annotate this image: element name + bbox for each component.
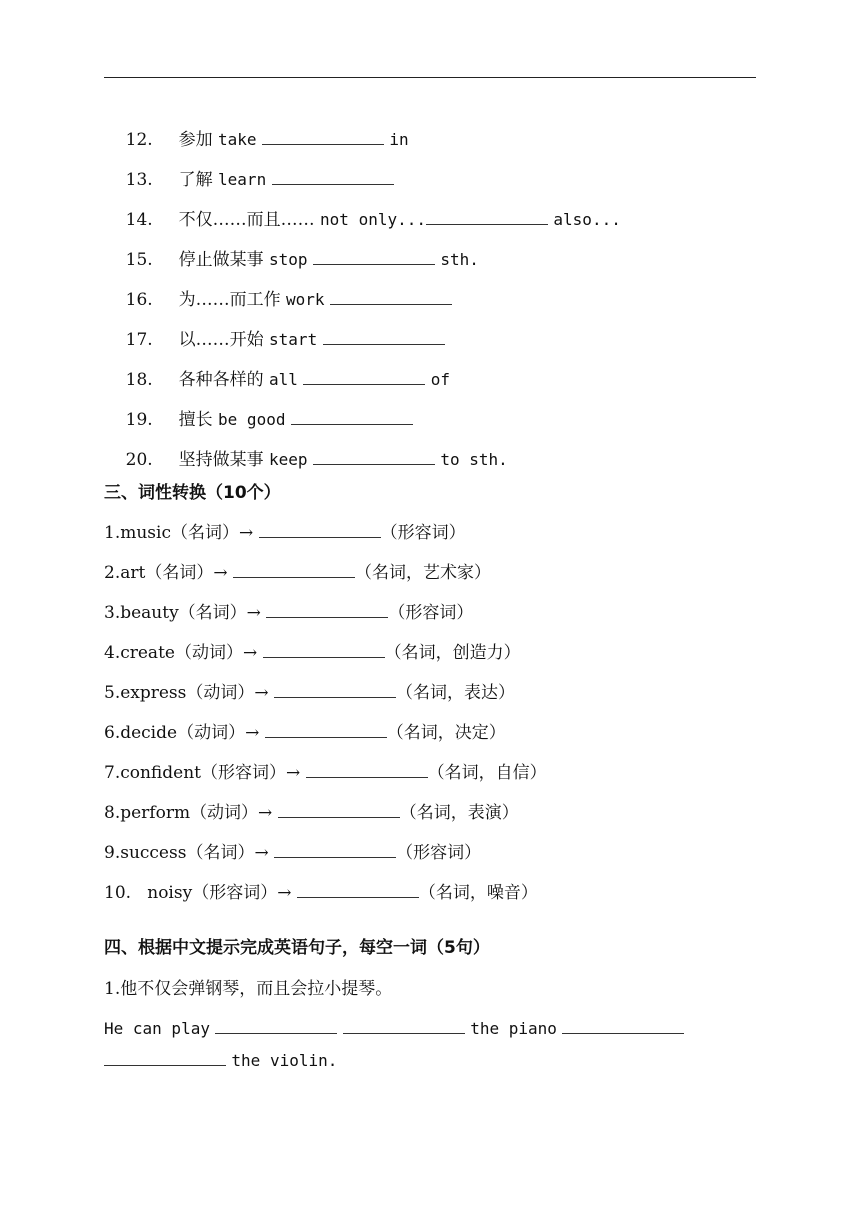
chinese-prompt: 坚持做某事 (178, 450, 264, 470)
conversion-prompt: 2.art（名词）→ (104, 563, 228, 583)
sentence-text: He can play (104, 1019, 210, 1038)
english-prefix: keep (269, 450, 308, 469)
answer-blank[interactable] (262, 130, 384, 145)
english-suffix: to sth. (440, 450, 508, 469)
answer-blank[interactable] (272, 170, 394, 185)
answer-blank[interactable] (426, 210, 548, 225)
item-number: 18. (125, 370, 153, 390)
conversion-item (104, 762, 547, 784)
conversion-item (104, 882, 538, 904)
chinese-prompt: 各种各样的 (178, 370, 264, 390)
answer-blank[interactable] (330, 290, 452, 305)
answer-blank[interactable] (323, 330, 445, 345)
item-number: 19. (125, 410, 153, 430)
english-prefix: start (269, 330, 318, 349)
question-1-sentence-line-1 (104, 1018, 684, 1040)
item-number: 14. (125, 210, 153, 230)
english-suffix: of (430, 370, 451, 389)
english-suffix: sth. (440, 250, 479, 269)
answer-blank[interactable] (313, 450, 435, 465)
conversion-hint: （名词，表达） (396, 683, 516, 703)
chinese-prompt: 参加 (178, 130, 213, 150)
header-rule (104, 77, 756, 78)
conversion-prompt: 3.beauty（名词）→ (104, 603, 261, 623)
english-prefix: all (269, 370, 298, 389)
conversion-item (104, 642, 521, 664)
conversion-hint: （名词，艺术家） (354, 563, 491, 583)
section-3-title: 三、词性转换（10个） (104, 483, 281, 503)
conversion-hint: （形容词） (388, 603, 474, 623)
conversion-item (104, 522, 466, 544)
conversion-hint: （形容词） (380, 523, 466, 543)
answer-blank[interactable] (259, 523, 381, 538)
item-number: 16. (125, 290, 153, 310)
answer-blank[interactable] (266, 603, 388, 618)
sentence-text: the violin. (231, 1051, 338, 1070)
conversion-item (104, 562, 491, 584)
answer-blank[interactable] (274, 843, 396, 858)
conversion-hint: （名词，决定） (386, 723, 506, 743)
english-suffix: in (389, 130, 409, 149)
answer-blank[interactable] (265, 723, 387, 738)
english-prefix: take (218, 130, 257, 149)
chinese-prompt: 停止做某事 (178, 250, 264, 270)
answer-blank[interactable] (343, 1019, 465, 1034)
conversion-prompt: 10. noisy（形容词）→ (104, 883, 292, 903)
english-prefix: learn (218, 170, 267, 189)
item-number: 17. (125, 330, 153, 350)
conversion-hint: （名词，自信） (427, 763, 547, 783)
conversion-item (104, 842, 481, 864)
answer-blank[interactable] (215, 1019, 337, 1034)
conversion-item (104, 802, 519, 824)
chinese-prompt: 不仅……而且…… (178, 210, 315, 230)
conversion-item (104, 722, 506, 744)
chinese-prompt: 为……而工作 (178, 290, 281, 310)
answer-blank[interactable] (303, 370, 425, 385)
answer-blank[interactable] (104, 1051, 226, 1066)
answer-blank[interactable] (274, 683, 396, 698)
english-prefix: stop (269, 250, 308, 269)
item-number: 15. (125, 250, 153, 270)
conversion-prompt: 8.perform（动词）→ (104, 803, 273, 823)
answer-blank[interactable] (306, 763, 428, 778)
answer-blank[interactable] (313, 250, 435, 265)
english-prefix: work (286, 290, 325, 309)
english-suffix: also... (553, 210, 621, 229)
answer-blank[interactable] (233, 563, 355, 578)
conversion-hint: （名词，表演） (399, 803, 519, 823)
item-number: 12. (125, 130, 153, 150)
conversion-hint: （形容词） (396, 843, 482, 863)
chinese-prompt: 以……开始 (178, 330, 264, 350)
answer-blank[interactable] (562, 1019, 684, 1034)
english-prefix: not only... (320, 210, 426, 229)
question-1-chinese: 1.他不仅会弹钢琴，而且会拉小提琴。 (104, 979, 393, 999)
answer-blank[interactable] (291, 410, 413, 425)
answer-blank[interactable] (263, 643, 385, 658)
item-number: 13. (125, 170, 153, 190)
answer-blank[interactable] (297, 883, 419, 898)
conversion-item (104, 682, 515, 704)
conversion-item (104, 602, 473, 624)
chinese-prompt: 了解 (178, 170, 213, 190)
sentence-text: the piano (470, 1019, 557, 1038)
item-number: 20. (125, 450, 153, 470)
conversion-prompt: 9.success（名词）→ (104, 843, 269, 863)
conversion-prompt: 6.decide（动词）→ (104, 723, 260, 743)
question-1-sentence-line-2 (104, 1050, 337, 1072)
conversion-hint: （名词，噪音） (418, 883, 538, 903)
chinese-prompt: 擅长 (178, 410, 213, 430)
conversion-prompt: 1.music（名词）→ (104, 523, 254, 543)
conversion-prompt: 4.create（动词）→ (104, 643, 258, 663)
conversion-hint: （名词，创造力） (384, 643, 521, 663)
answer-blank[interactable] (278, 803, 400, 818)
conversion-prompt: 5.express（动词）→ (104, 683, 269, 703)
conversion-prompt: 7.confident（形容词）→ (104, 763, 301, 783)
english-prefix: be good (218, 410, 286, 429)
section-4-title: 四、根据中文提示完成英语句子，每空一词（5句） (104, 938, 490, 958)
